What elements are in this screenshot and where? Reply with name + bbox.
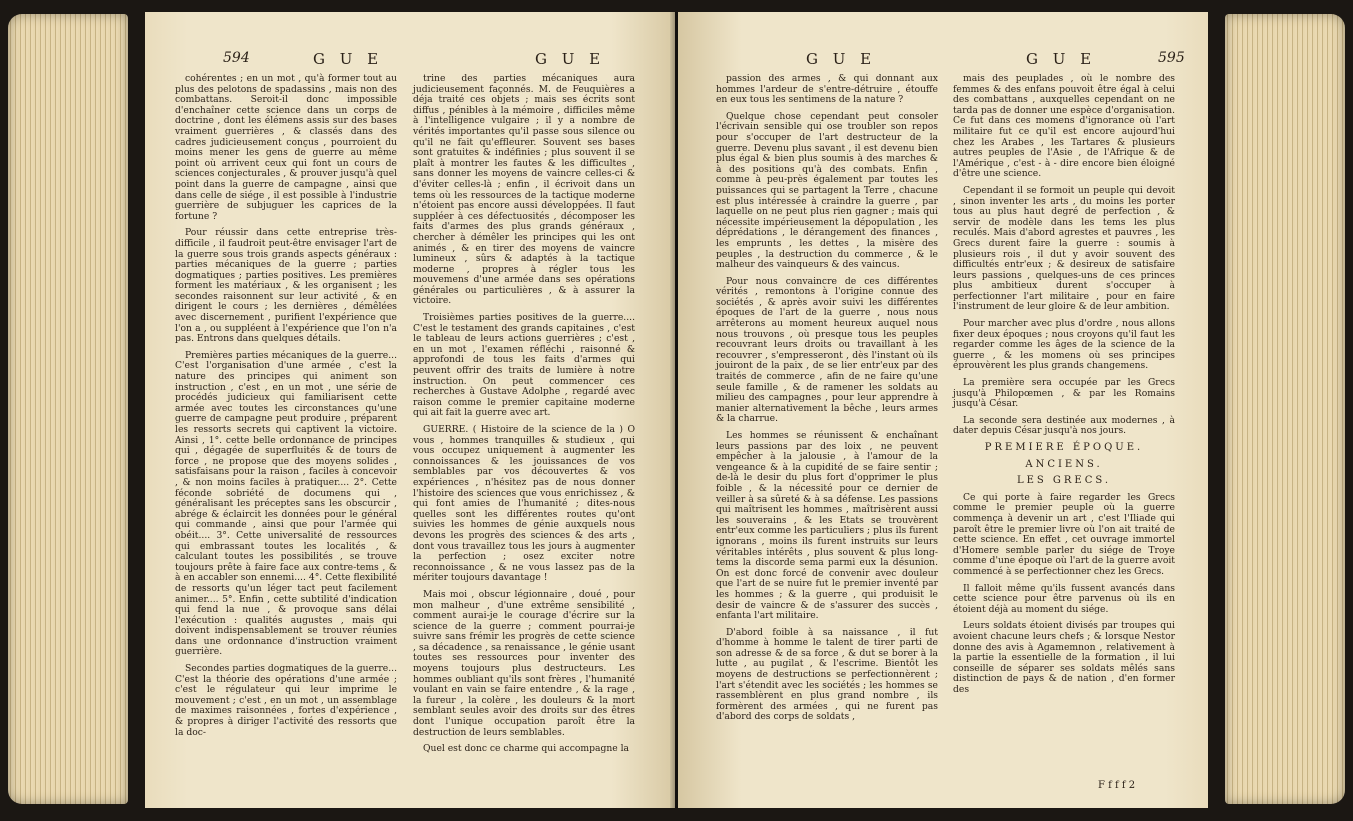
paragraph: Pour nous convaincre de ces différentes vérités , remontons à l'origine connue des sociétés , & après avoir suivi les différentes époques de l'art de la guerre , nous nous arrêterons au moment heureux auquel nous nous trouvons , où presque tous les peuples recouvrant leurs droits ou travaillant à les recouvrer , s'empresseront , dès l'instant où ils jouiront de la paix , de se lier entr'eux par des traités de commerce , afin de ne faire qu'une seule famille , & de ramener les soldats au milieu des campagnes , pour leur apprendre à manier alternativement la bêche , leurs armes & la charrue. [716,275,938,425]
paragraph: mais des peuplades , où le nombre des femmes & des enfans pouvoit être égal à celui des combattans , auxquelles cependant on ne tarda pas de donner une espèce d'organisation. Ce fut dans ces momens d'ignorance où l'art militaire fut ce qu'il est encore aujourd'hui chez les Arabes , les Tartares & plusieurs autres peuples de l'Asie , de l'Afrique & de l'Amérique , c'est - à - dire encore bien éloigné d'être une science. [953,73,1175,180]
paragraph: La seconde sera destinée aux modernes , à dater depuis César jusqu'à nos jours. [953,414,1175,437]
left-column-2 [413,74,635,761]
section-heading: LES GRECS. [1016,475,1112,487]
paragraph: Quelque chose cependant peut consoler l'écrivain sensible qui ose troubler son repos pour s'occuper de l'art destructeur de la guerre. Devenu plus savant , il est devenu bien plus égal & bien plus soumis à des marches & à des positions qu'à des combats. Enfin , comme à peu-près également par toutes les puissances qui se partagent la Terre , chacune est plus intéressée à craindre la guerre , par laquelle on ne peut plus rien gagner ; mais qui nécessite impérieusement la dépopulation , les déprédations , le dérangement des finances , les emprunts , les dettes , la misère des peuples , la destruction du commerce , & le malheur des vainqueurs & des vaincus. [716,110,938,271]
paragraph: Cependant il se formoit un peuple qui devoit , sinon inventer les arts , du moins les porter tous au plus haut degré de perfection , & servir de modèle dans les tems les plus reculés. Mais d'abord agrestes et pauvres , les Grecs durent faire la guerre : soumis à plusieurs rois , il dut y avoir souvent des difficultés entr'eux ; & desireux de satisfaire leurs passions , quelques-uns de ces princes plus ambitieux durent s'occuper à perfectionner l'art militaire , pour en faire l'instrument de leur gloire & de leur ambition. [953,184,1175,313]
running-head-right-b: G U E [1026,50,1097,68]
running-head-left-a: G U E [313,50,384,68]
paragraph: Mais moi , obscur légionnaire , doué , pour mon malheur , d'une extrême sensibilité , comment aurai-je le courage d'écrire sur la science de la guerre ; comment pourrai-je suivre sans frémir les progrès de cette science , sa décadence , sa renaissance , le génie usant toutes ses ressources pour inventer des moyens toujours plus destructeurs. Les hommes oubliant qu'ils sont frères , l'humanité voulant en vain se faire entendre , & la rage , la fureur , la colère , les douleurs & la mort semblant seules avoir des droits sur des êtres dont l'unique occupation paroît être la destruction de leurs semblables. [413,588,635,738]
right-page [678,12,1208,808]
book-edge-left [8,14,128,804]
signature-mark: F f f f 2 [1098,780,1136,791]
paragraph: Premières parties mécaniques de la guerre... C'est l'organisation d'une armée , c'est la nature des principes qui animent son instruction , c'est , en un mot , une série de procédés judicieux qui familiarisent cette armée avec toutes les circonstances qu'une guerre de campagne peut produire , préparent les ressorts secrets qui captivent la victoire. Ainsi , 1°. cette belle ordonnance de principes qui , dégagée de superfluités & de tours de force , ne propose que des moyens solides , satisfaisans pour la raison , faciles à concevoir , & non moins faciles à pratiquer.... 2°. Cette féconde sobriété de documens qui , généralisant les préceptes sans les obscurcir , abrége & éclaircit les données pour le général qui commande , ainsi que pour l'armée qui obéit.... 3°. Cette universalité de ressources qui embrassant toutes les localités , & calculant toutes les possibilités , se trouve toujours prête à faire face aux contre-tems , & à en accabler son ennemi.... 4°. Cette flexibilité de ressorts qu'un léger tact peut facilement animer.... 5°. Enfin , cette subtilité d'indication qui fend la nue , & provoque sans délai l'exécution : qualités augustes , mais qui doivent indispensablement se trouver réunies dans une ordonnance d'instruction vraiment guerrière. [175,349,397,658]
paragraph: passion des armes , & qui donnant aux hommes l'ardeur de s'entre-détruire , étouffe en eux tous les sentimens de la nature ? [716,73,938,106]
section-heading: PREMIERE ÉPOQUE. [984,442,1144,453]
paragraph: Ce qui porte à faire regarder les Grecs comme le premier peuple où la guerre commença à devenir un art , c'est l'Iliade qui paroît être le premier livre où l'on ait traité de cette science. En effet , cet ouvrage immortel d'Homere semble parler du siége de Troye comme d'une époque où l'art de la guerre avoit commencé à se perfectionner chez les Grecs. [953,491,1175,577]
left-column-1 [175,74,397,744]
left-page [145,12,675,808]
paragraph: cohérentes ; en un mot , qu'à former tout au plus des pelotons de spadassins , mais non des combattans. Seroit-il donc impossible d'enchaîner cette science dans un corps de doctrine , dont les élémens assis sur des bases vraiment guerrières , & classés dans des cadres judicieusement conçus , pourroient du moins mener les gens de guerre au même point où arrivent ceux qui font un cours de sciences conjecturales , & prouver jusqu'à quel point dans la guerre de campagne , ainsi que dans celle de siége , il est possible à l'industrie guerrière de subjuguer les caprices de la fortune ? [175,73,397,222]
page-number-right: 595 [1158,50,1185,66]
paragraph: GUERRE. ( Histoire de la science de la ) O vous , hommes tranquilles & studieux , qui vous occupez uniquement à augmenter les connoissances & les jouissances de vos semblables par vos découvertes & vos expériences , n'hésitez pas de nous donner l'histoire des sciences que vous enrichissez , & qui font amies de l'humanité ; dites-nous quelles sont les différentes routes qu'ont suivies les hommes de génie auxquels nous devons les progrès des sciences & des arts , dont vous travaillez tous les jours à augmenter la perfection ; osez exciter notre reconnoissance , & ne vous lassez pas de la mériter toujours davantage ! [413,424,635,584]
running-head-left-b: G U E [535,50,606,68]
right-column-2 [953,74,1175,701]
paragraph: Quel est donc ce charme qui accompagne la [423,743,630,755]
paragraph: Les hommes se réunissent & enchaînant leurs passions par des loix , ne peuvent empêcher à la jalousie , à l'amour de la vengeance & à la cupidité de se faire sentir ; de-là le desir du plus fort d'opprimer le plus foible , & la nécessité pour ce dernier de veiller à sa sûreté & à sa défense. Les passions qui maîtrisent les hommes , maîtrisèrent aussi les souverains , & les Etats se trouvèrent entr'eux comme les particuliers ; plus ils furent ignorans , moins ils furent instruits sur leurs véritables intérêts , plus souvent & plus long-tems la discorde sema parmi eux la désunion. On est donc forcé de convenir avec douleur que l'art de se nuire fut le premier inventé par les hommes ; & la guerre , qui produisit le desir de vaincre & de s'assurer des succès , enfanta l'art militaire. [716,430,938,622]
paragraph: Troisièmes parties positives de la guerre.... C'est le testament des grands capitaines , c'est le tableau de leurs actions guerrières ; c'est , en un mot , l'examen réfléchi , raisonné & approfondi de tous les faits d'armes qui peuvent offrir des traits de lumière à notre instruction. On peut commencer ces recherches à Gustave Adolphe , regardé avec raison comme le premier capitaine moderne qui ait fait la guerre avec art. [413,312,635,419]
paragraph: D'abord foible à sa naissance , il fut d'homme à homme le talent de tirer parti de son adresse & de sa force , & dut se borer à la lutte , au pugilat , & l'escrime. Bientôt les moyens de destructions se perfectionnèrent ; l'art s'étendit avec les sociétés ; les hommes se rassemblèrent en plus grand nombre , ils formèrent des armées , qui ne furent pas d'abord des corps de soldats , [716,626,938,723]
page-number-left: 594 [223,50,250,66]
paragraph: Secondes parties dogmatiques de la guerre... C'est la théorie des opérations d'une armée ; c'est le régulateur qui leur imprime le mouvement ; c'est , en un mot , un assemblage de maximes raisonnées , fortes d'expérience , & propres à diriger l'activité des ressorts que la doc- [175,663,397,738]
running-head-right-a: G U E [806,50,877,68]
paragraph: trine des parties mécaniques aura judicieusement façonnés. M. de Feuquières a déja traité ces objets ; mais ses écrits sont diffus , pénibles à la mémoire , difficiles même à l'intelligence vulgaire ; il y a nombre de vérités importantes qu'il passe sous silence ou qu'il ne fait qu'effleurer. Souvent ses bases sont gratuites & indéfinies ; plus souvent il se plaît à montrer les fautes & les difficultes , sans donner les moyens de vaincre celles-ci & d'éviter celles-là ; enfin , il écrivoit dans un tems où les ressources de la tactique moderne n'étoient pas encore aussi développées. Il faut suppléer à ces défectuosités , décomposer les faits d'armes des plus grands généraux , chercher à démêler les principes qui les ont animés , & en tirer des moyens de vaincre lumineux , sûrs & adaptés à la tactique moderne , propres à régler tous les mouvemens d'une armée dans ses opérations générales ou particulières , & à assurer la victoire. [413,73,635,307]
paragraph: Pour marcher avec plus d'ordre , nous allons fixer deux époques ; nous croyons qu'il faut les regarder comme les âges de la science de la guerre , & les momens où ses principes éprouvèrent les plus grands changemens. [953,318,1175,372]
book-edge-right [1225,14,1345,804]
paragraph: Leurs soldats étoient divisés par troupes qui avoient chacune leurs chefs ; & lorsque Nestor donne des avis à Agamemnon , relativement à la partie la essentielle de la formation , il lui conseille de séparer ses soldats mêlés sans distinction de pays & de nation , d'en former des [953,620,1175,695]
paragraph: La première sera occupée par les Grecs jusqu'à Philopœmen , & par les Romains jusqu'à César. [953,377,1175,410]
paragraph: Pour réussir dans cette entreprise très-difficile , il faudroit peut-être envisager l'art de la guerre sous trois grands aspects généraux : parties mécaniques de la guerre ; parties dogmatiques ; parties positives. Les premières forment les matériaux , & les organisent ; les secondes raisonnent sur leur activité , & en dirigent le cours ; les dernières , démêlées avec discernement , purifient l'expérience que l'on a , ou suppléent à l'expérience que l'on n'a pas. Entrons dans quelques détails. [175,227,397,345]
paragraph: Il falloit même qu'ils fussent avancés dans cette science pour être parvenus où ils en étoient déjà au moment du siége. [953,582,1175,615]
right-column-1 [716,74,938,729]
section-heading: ANCIENS. [1025,458,1103,470]
